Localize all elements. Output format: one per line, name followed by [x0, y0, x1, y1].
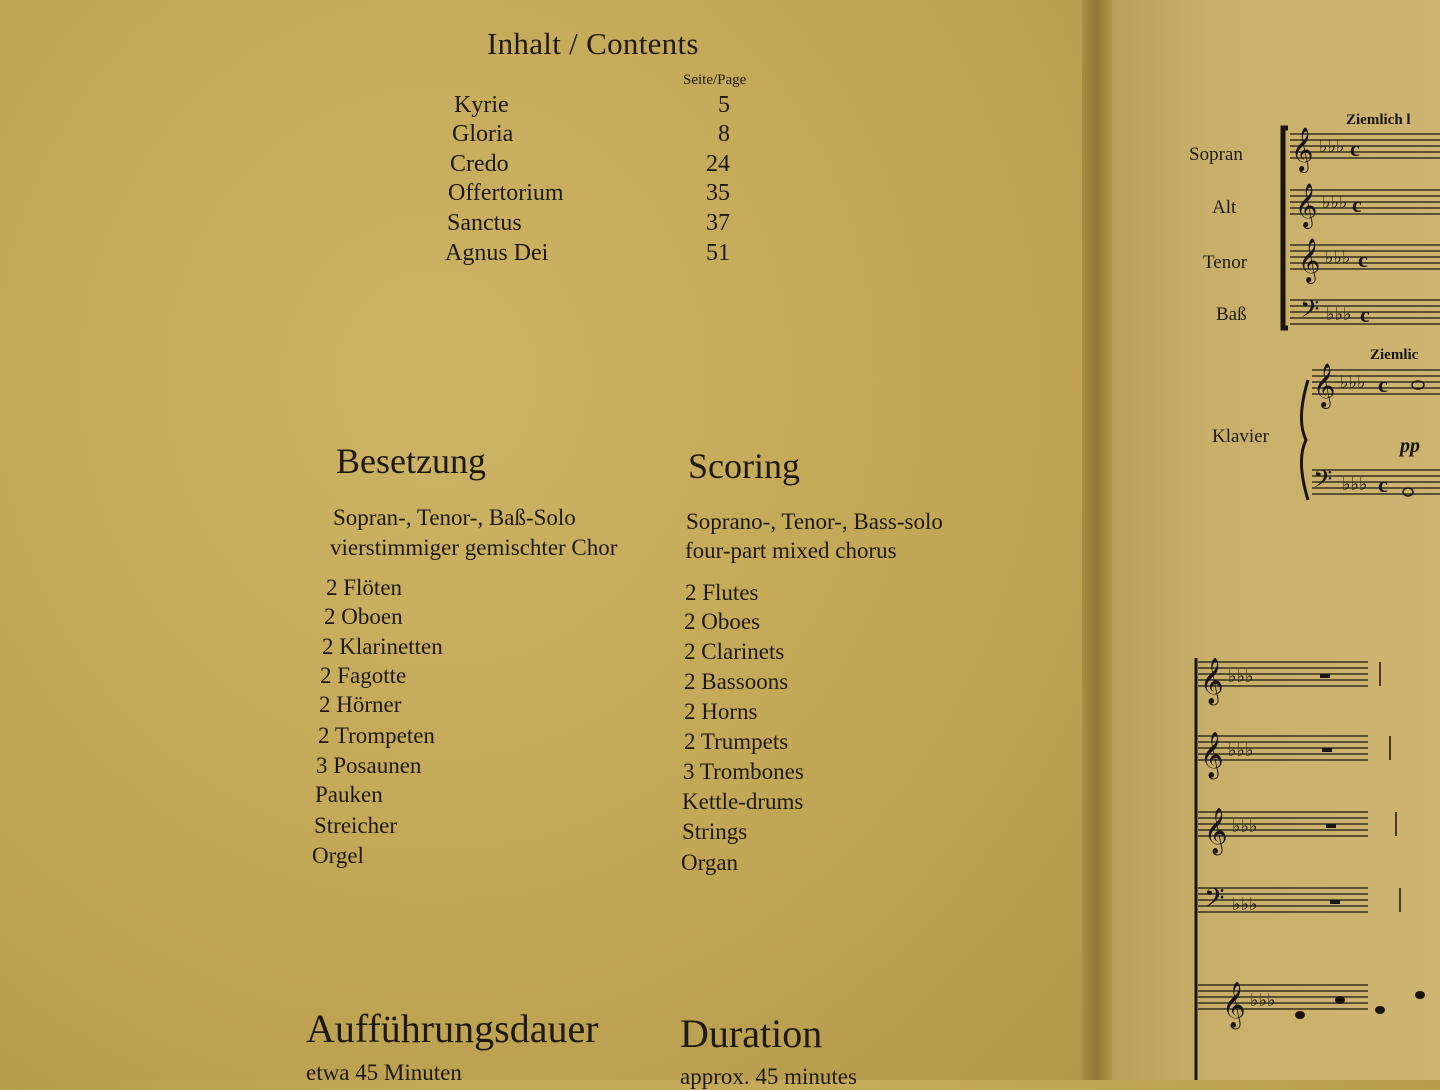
instrument-en: 2 Bassoons	[684, 669, 789, 694]
piano-brace	[1301, 380, 1308, 500]
flat-icon: ♭♭♭	[1250, 990, 1276, 1010]
treble-clef-icon: 𝄞	[1222, 982, 1246, 1027]
flat-icon: ♭♭♭	[1325, 247, 1351, 267]
instrument-en: 2 Trumpets	[684, 729, 789, 754]
instrument-de: 2 Fagotte	[320, 663, 407, 688]
instrument-en: 2 Clarinets	[684, 639, 785, 664]
flat-icon: ♭♭♭	[1340, 372, 1366, 392]
treble-clef-icon: 𝄞	[1298, 240, 1321, 282]
rest	[1326, 824, 1336, 828]
instrument-de: Orgel	[312, 843, 364, 868]
instrument-de: 2 Trompeten	[318, 723, 435, 748]
flat-icon: ♭♭♭	[1228, 666, 1254, 686]
instrument-en: 2 Horns	[684, 699, 758, 724]
toc-entry-page: 8	[718, 121, 730, 147]
instrument-en: Kettle-drums	[682, 789, 804, 814]
flat-icon: ♭♭♭	[1232, 894, 1258, 914]
flat-icon: ♭♭♭	[1319, 136, 1345, 156]
scoring-en-heading: Scoring	[688, 446, 800, 486]
instrument-de: Streicher	[314, 813, 398, 838]
duration-en-heading: Duration	[680, 1011, 823, 1056]
toc-entry-title: Gloria	[452, 121, 514, 147]
instrument-de: 2 Klarinetten	[322, 634, 443, 659]
voice-label: Tenor	[1203, 252, 1248, 273]
toc-entry-page: 37	[706, 210, 730, 236]
duration-en-value: approx. 45 minutes	[680, 1064, 857, 1089]
contents-title: Inhalt / Contents	[487, 26, 699, 61]
flat-icon: ♭♭♭	[1326, 304, 1352, 324]
toc-entry-title: Agnus Dei	[445, 240, 549, 266]
scoring-de-heading: Besetzung	[336, 441, 486, 481]
rest	[1330, 900, 1340, 904]
common-time-icon: c	[1358, 247, 1368, 272]
bass-clef-icon: 𝄢	[1300, 296, 1320, 329]
duration-de-heading: Aufführungsdauer	[306, 1006, 599, 1051]
toc-entry-title: Credo	[450, 151, 509, 177]
instrument-de: Pauken	[315, 782, 383, 807]
duration-de-value: etwa 45 Minuten	[306, 1060, 462, 1085]
note	[1403, 488, 1413, 496]
common-time-icon: c	[1360, 302, 1370, 327]
instrument-en: Strings	[682, 819, 748, 844]
toc-entry-title: Sanctus	[447, 210, 522, 236]
instrument-de: 2 Flöten	[326, 575, 403, 600]
instrument-de: 2 Hörner	[319, 692, 402, 717]
treble-clef-icon: 𝄞	[1204, 808, 1228, 853]
treble-clef-icon: 𝄞	[1295, 185, 1318, 227]
common-time-icon: c	[1352, 192, 1362, 217]
voice-label: Sopran	[1189, 144, 1243, 165]
page-column-header: Seite/Page	[683, 72, 747, 88]
voice-label: Klavier	[1212, 426, 1269, 447]
voices-en-line: four-part mixed chorus	[685, 538, 897, 563]
treble-clef-icon: 𝄞	[1200, 732, 1224, 777]
voice-label: Baß	[1216, 304, 1247, 325]
rest	[1320, 674, 1330, 678]
instrument-en: 2 Flutes	[685, 580, 759, 605]
flat-icon: ♭♭♭	[1322, 192, 1348, 212]
bass-clef-icon: 𝄢	[1313, 466, 1333, 499]
toc-entry-page: 51	[706, 240, 730, 266]
tempo-marking-piano: Ziemlic	[1370, 347, 1419, 363]
instrument-en: 2 Oboes	[684, 609, 761, 634]
dynamic-marking: pp	[1400, 435, 1420, 457]
toc-entry-title: Kyrie	[454, 92, 509, 118]
common-time-icon: c	[1378, 372, 1388, 397]
instrument-en: 3 Trombones	[683, 759, 804, 784]
voices-de-line: vierstimmiger gemischter Chor	[330, 535, 618, 560]
tempo-marking: Ziemlich l	[1346, 112, 1411, 128]
instrument-de: 3 Posaunen	[316, 753, 422, 778]
voice-label: Alt	[1212, 197, 1237, 218]
voices-de-line: Sopran-, Tenor-, Baß-Solo	[333, 505, 576, 530]
voices-en-line: Soprano-, Tenor-, Bass-solo	[686, 509, 943, 534]
flat-icon: ♭♭♭	[1228, 740, 1254, 760]
common-time-icon: c	[1350, 136, 1360, 161]
instrument-en: Organ	[681, 850, 739, 875]
toc-entry-title: Offertorium	[448, 180, 564, 206]
choir-bracket	[1283, 128, 1288, 328]
note	[1335, 996, 1345, 1004]
treble-clef-icon: 𝄞	[1313, 365, 1336, 407]
treble-clef-icon: 𝄞	[1291, 129, 1314, 171]
note	[1375, 1006, 1385, 1014]
note	[1295, 1011, 1305, 1019]
flat-icon: ♭♭♭	[1232, 816, 1258, 836]
toc-entry-page: 5	[718, 92, 730, 118]
note	[1415, 991, 1425, 999]
rest	[1322, 748, 1332, 752]
treble-clef-icon: 𝄞	[1200, 658, 1224, 703]
toc-entry-page: 24	[706, 151, 730, 177]
instrument-de: 2 Oboen	[324, 604, 403, 629]
bass-clef-icon: 𝄢	[1204, 883, 1225, 919]
common-time-icon: c	[1378, 472, 1388, 497]
flat-icon: ♭♭♭	[1342, 474, 1368, 494]
toc-entry-page: 35	[706, 180, 730, 206]
